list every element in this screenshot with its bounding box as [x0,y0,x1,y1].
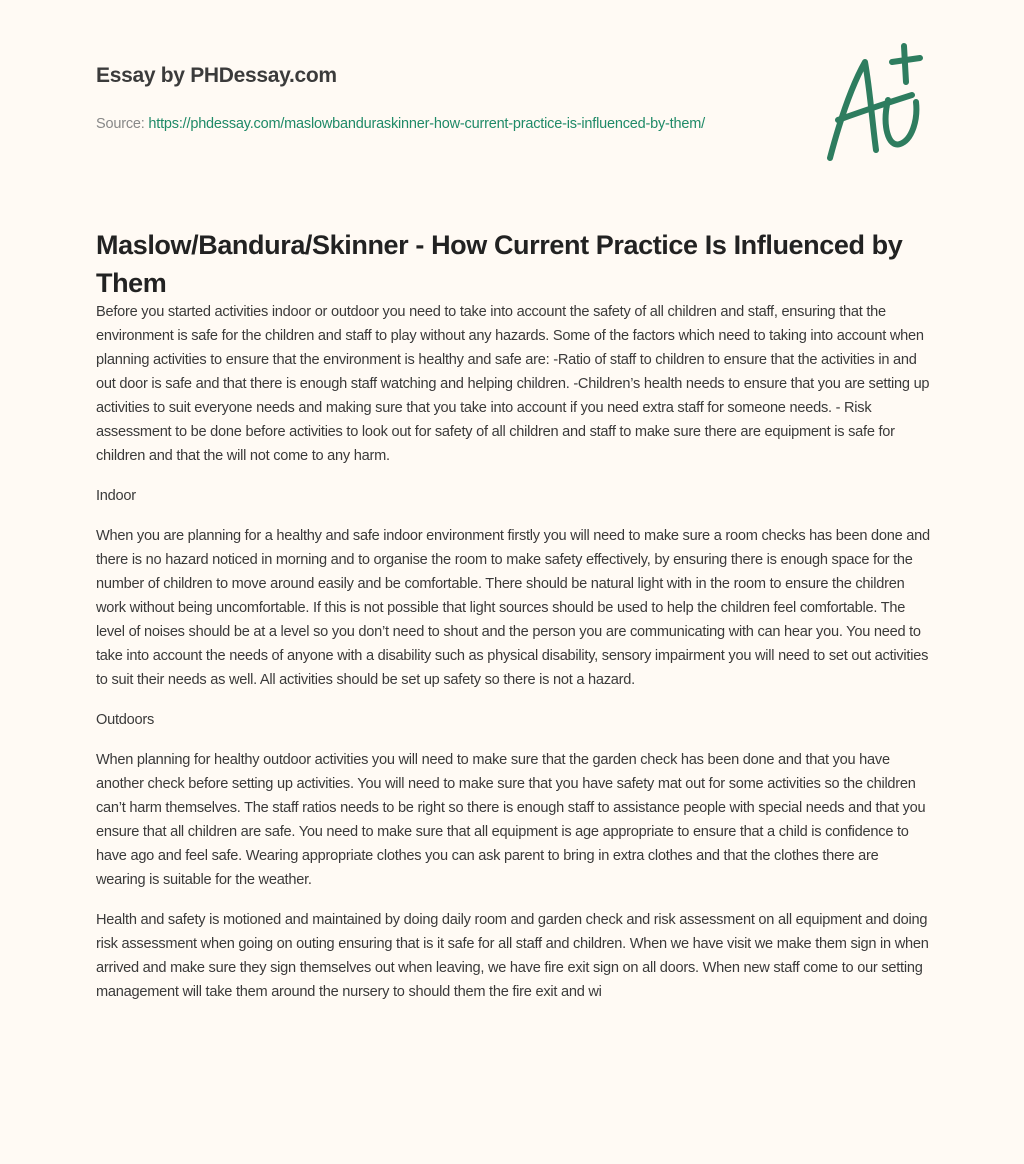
paragraph: When you are planning for a healthy and safe indoor environment firstly you will need to make sure a room checks has been done and there is no hazard noticed in morning and to organise the room to make safety effectively, by ensuring there is enough space for the number of children to move around easily and be comfortable. There should be natural light with in the room to ensure the children work without being uncomfortable. If this is not possible that light sources should be used to help the children feel comfortable. The level of noises should be at a level so you don’t need to shout and the person you are communicating with can hear you. You need to take into account the needs of anyone with a disability such as physical disability, sensory impairment you will need to set out activities to suit their needs as well. All activities should be set up safety so there is not a hazard. [96,528,930,688]
section-heading-indoor: Indoor [96,488,136,504]
essay-body [96,300,930,1020]
a-plus-logo-icon [820,40,930,165]
paragraph: Before you started activities indoor or outdoor you need to take into account the safety of all children and staff, ensuring that the environment is safe for the children and staff to play without any hazards. Some of the factors which need to taking into account when planning activities to ensure that the environment is healthy and safe are: -Ratio of staff to children to ensure that the activities in and out door is safe and that there is enough staff watching and helping children. -Children’s health needs to ensure that you are setting up activities to suit everyone needs and making sure that you take into account if you need extra staff for someone needs. - Risk assessment to be done before activities to look out for safety of all children and staff to make sure there are equipment is safe for children and that the will not come to any harm. [96,304,930,464]
essay-title: Maslow/Bandura/Skinner - How Current Practice Is Influenced by Them [96,230,903,298]
source-label: Source: [96,116,149,132]
source-link[interactable]: https://phdessay.com/maslowbanduraskinner-how-current-practice-is-influenced-by-them/ [148,116,705,132]
paragraph: Health and safety is motioned and maintained by doing daily room and garden check and risk assessment on all equipment and doing risk assessment when going on outing ensuring that is it safe for all staff and children. When we have visit we make them sign in when arrived and make sure they sign themselves out when leaving, we have fire exit sign on all doors. When new staff come to our setting management will take them around the nursery to should them the fire exit and wi [96,912,929,1000]
section-heading-outdoors: Outdoors [96,712,155,728]
source-line [96,112,716,136]
site-brand: Essay by PHDessay.com [96,64,337,87]
paragraph: When planning for healthy outdoor activities you will need to make sure that the garden check has been done and that you have another check before setting up activities. You will need to make sure that you have safety mat out for some activities so the children can’t harm themselves. The staff ratios needs to be right so there is enough staff to assistance people with special needs and that you ensure that all children are safe. You need to make sure that all equipment is age appropriate to ensure that a child is confidence to have ago and feel safe. Wearing appropriate clothes you can ask parent to bring in extra clothes and that the clothes there are wearing is suitable for the weather. [96,752,926,888]
